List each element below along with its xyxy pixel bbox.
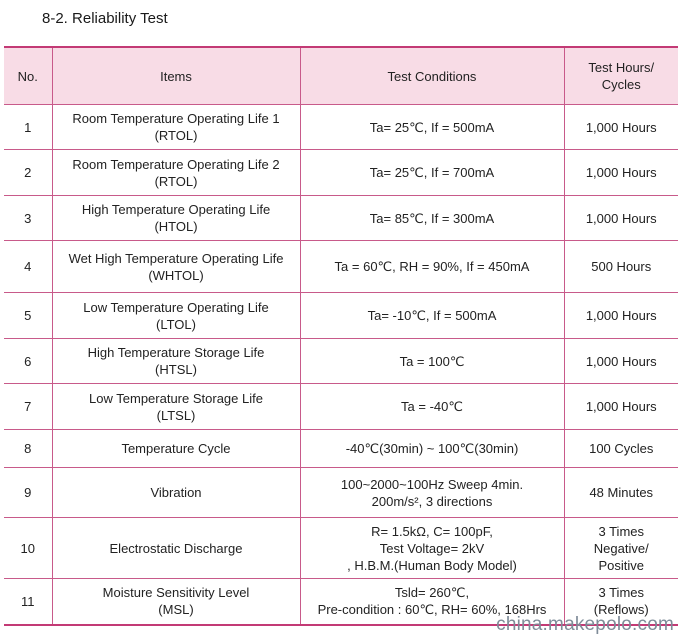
- table-header-row: [4, 47, 678, 105]
- test-condition: 100~2000~100Hz Sweep 4min. 200m/s², 3 directions: [300, 468, 564, 518]
- table-row: [4, 339, 678, 384]
- test-item: Moisture Sensitivity Level (MSL): [52, 579, 300, 625]
- test-item: High Temperature Storage Life (HTSL): [52, 339, 300, 384]
- test-hours: 3 Times Negative/ Positive: [564, 518, 678, 579]
- column-header-items: Items: [52, 47, 300, 105]
- row-number: 6: [4, 339, 52, 384]
- table-row: [4, 241, 678, 293]
- test-hours: 1,000 Hours: [564, 150, 678, 196]
- section-title: 8-2. Reliability Test: [42, 10, 168, 27]
- row-number: 5: [4, 293, 52, 339]
- test-hours: 3 Times (Reflows): [564, 579, 678, 625]
- test-item: Electrostatic Discharge: [52, 518, 300, 579]
- test-hours: 500 Hours: [564, 241, 678, 293]
- column-header-no: No.: [4, 47, 52, 105]
- row-number: 9: [4, 468, 52, 518]
- table-row: [4, 105, 678, 150]
- test-item: Room Temperature Operating Life 1 (RTOL): [52, 105, 300, 150]
- row-number: 2: [4, 150, 52, 196]
- test-condition: Ta= 85℃, If = 300mA: [300, 196, 564, 241]
- reliability-test-table: [4, 46, 678, 626]
- test-hours: 1,000 Hours: [564, 339, 678, 384]
- test-item: Room Temperature Operating Life 2 (RTOL): [52, 150, 300, 196]
- test-condition: Tsld= 260℃, Pre-condition : 60℃, RH= 60%, 168Hrs: [300, 579, 564, 625]
- table-body: [4, 105, 678, 625]
- row-number: 7: [4, 384, 52, 430]
- test-condition: Ta = 60℃, RH = 90%, If = 450mA: [300, 241, 564, 293]
- row-number: 8: [4, 430, 52, 468]
- test-item: High Temperature Operating Life (HTOL): [52, 196, 300, 241]
- test-condition: Ta = -40℃: [300, 384, 564, 430]
- table-row: [4, 150, 678, 196]
- test-condition: Ta= 25℃, If = 700mA: [300, 150, 564, 196]
- test-item: Low Temperature Operating Life (LTOL): [52, 293, 300, 339]
- row-number: 10: [4, 518, 52, 579]
- row-number: 11: [4, 579, 52, 625]
- column-header-test-conditions: Test Conditions: [300, 47, 564, 105]
- row-number: 1: [4, 105, 52, 150]
- test-item: Vibration: [52, 468, 300, 518]
- test-hours: 100 Cycles: [564, 430, 678, 468]
- column-header-test-hours: Test Hours/ Cycles: [564, 47, 678, 105]
- test-item: Wet High Temperature Operating Life (WHTOL): [52, 241, 300, 293]
- table-row: [4, 196, 678, 241]
- test-condition: Ta = 100℃: [300, 339, 564, 384]
- table-row: [4, 430, 678, 468]
- test-item: Temperature Cycle: [52, 430, 300, 468]
- test-hours: 48 Minutes: [564, 468, 678, 518]
- table-row: [4, 468, 678, 518]
- test-condition: Ta= -10℃, If = 500mA: [300, 293, 564, 339]
- test-hours: 1,000 Hours: [564, 384, 678, 430]
- test-hours: 1,000 Hours: [564, 293, 678, 339]
- table-row: [4, 384, 678, 430]
- test-hours: 1,000 Hours: [564, 105, 678, 150]
- test-condition: -40℃(30min) ~ 100℃(30min): [300, 430, 564, 468]
- watermark: china.makepolo.com: [496, 614, 674, 635]
- test-condition: R= 1.5kΩ, C= 100pF, Test Voltage= 2kV , H.B.M.(Human Body Model): [300, 518, 564, 579]
- table-row: [4, 518, 678, 579]
- row-number: 4: [4, 241, 52, 293]
- row-number: 3: [4, 196, 52, 241]
- table-row: [4, 293, 678, 339]
- test-hours: 1,000 Hours: [564, 196, 678, 241]
- test-item: Low Temperature Storage Life (LTSL): [52, 384, 300, 430]
- test-condition: Ta= 25℃, If = 500mA: [300, 105, 564, 150]
